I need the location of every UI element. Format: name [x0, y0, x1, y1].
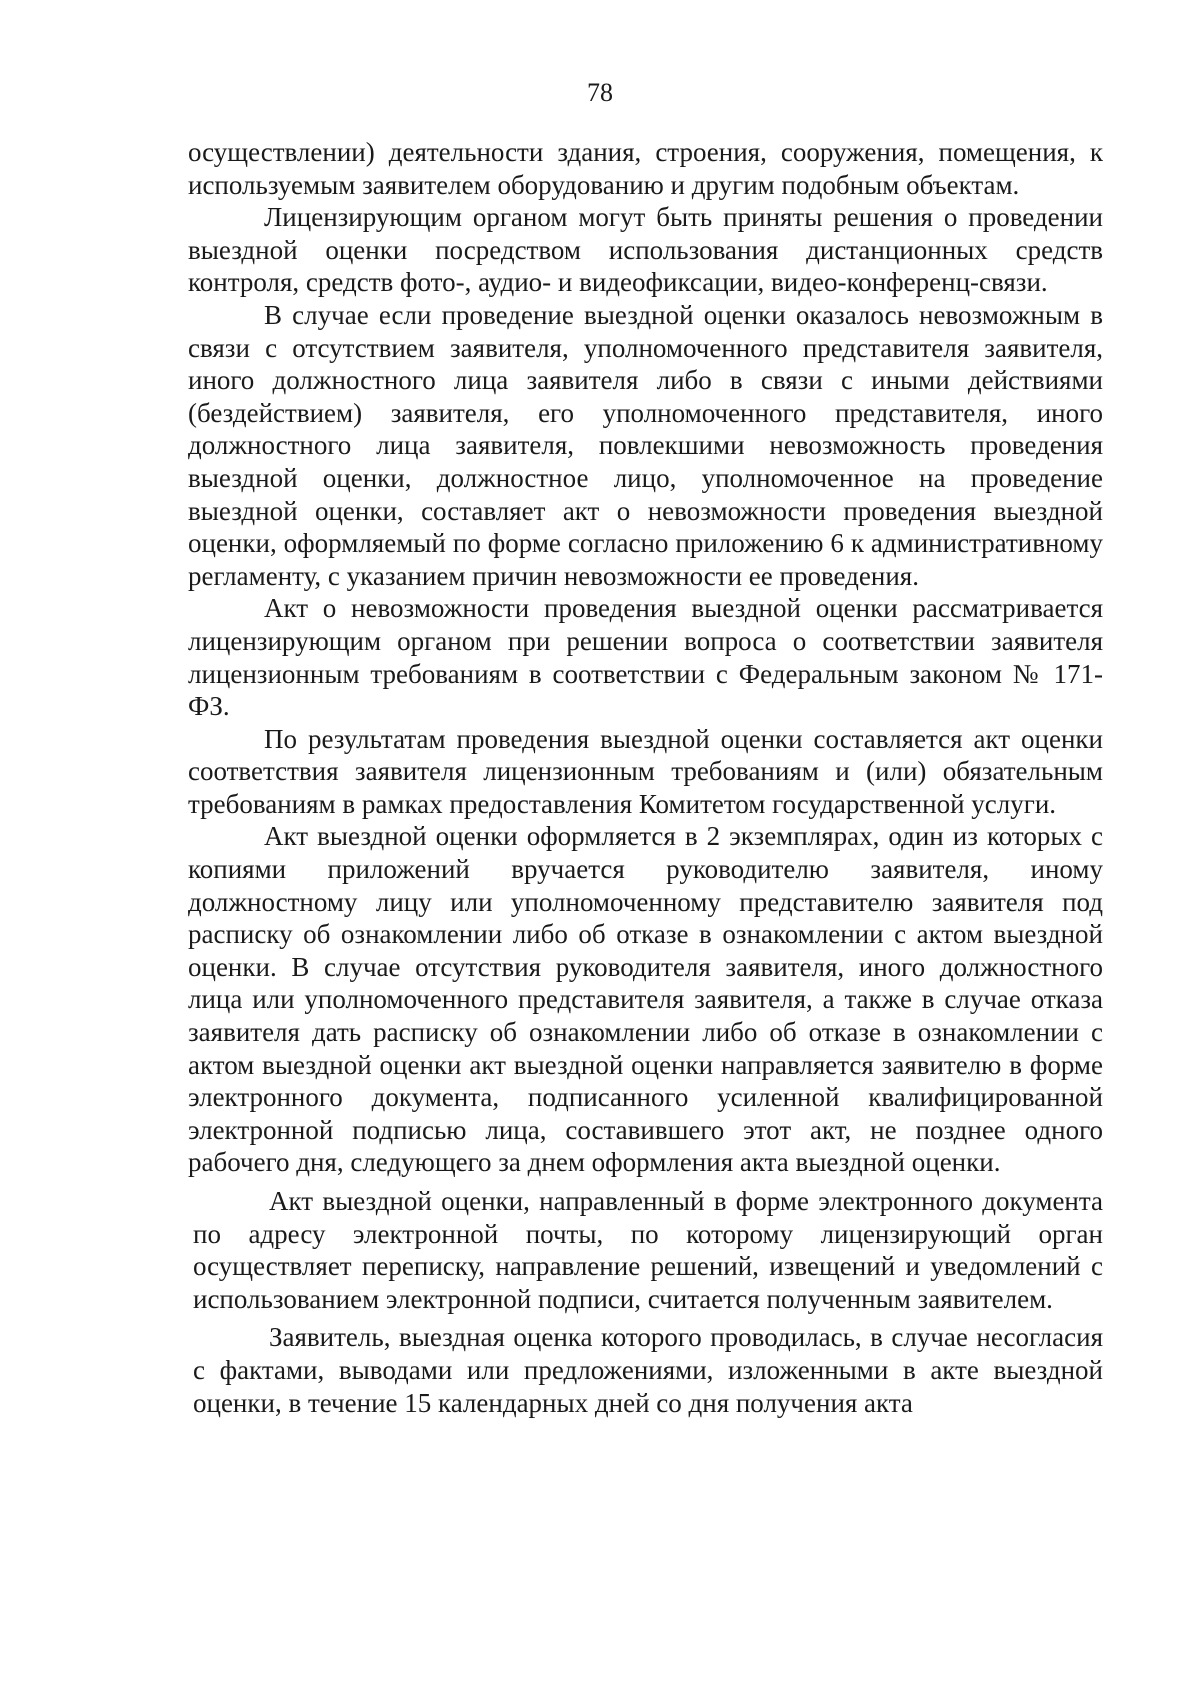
paragraph-act-copies: Акт выездной оценки оформляется в 2 экземплярах, один из которых с копиями приложений вручается руководителю заявителя, иному должностному лицу или уполномоченному представителю заявителя под расписку об ознакомлении либо об отказе в ознакомлении с актом выездной оценки. В случае отсутствия руководителя заявителя, иного должностного лица или уполномоченного представителя заявителя, а также в случае отказа заявителя дать расписку об ознакомлении либо об отказе в ознакомлении с актом выездной оценки акт выездной оценки направляется заявителю в форме электронного документа, подписанного усиленной квалифицированной электронной подписью лица, составившего этот акт, не позднее одного рабочего дня, следующего за днем оформления акта выездной оценки.: [188, 821, 1103, 1178]
paragraph-continuation: осуществлении) деятельности здания, строения, сооружения, помещения, к используемым заявителем оборудованию и другим подобным объектам.: [188, 137, 1103, 200]
page-number: 78: [587, 78, 613, 107]
paragraph-assessment-result: По результатам проведения выездной оценки составляется акт оценки соответствия заявителя лицензионным требованиям и (или) обязательным требованиям в рамках предоставления Комитетом государственной услуги.: [188, 723, 1103, 819]
paragraph-disagreement: Заявитель, выездная оценка которого проводилась, в случае несогласия с фактами, выводами или предложениями, изложенными в акте выездной оценки, в течение 15 календарных дней со дня получения акта: [193, 1322, 1103, 1418]
paragraph-impossibility-act: В случае если проведение выездной оценки оказалось невозможным в связи с отсутствием заявителя, уполномоченного представителя заявителя, иного должностного лица заявителя либо в связи с иными действиями (бездействием) заявителя, его уполномоченного представителя, иного должностного лица заявителя, повлекшими невозможность проведения выездной оценки, должностное лицо, уполномоченное на проведение выездной оценки, составляет акт о невозможности проведения выездной оценки, оформляемый по форме согласно приложению 6 к административному регламенту, с указанием причин невозможности ее проведения.: [188, 299, 1103, 591]
paragraph-remote-assessment: Лицензирующим органом могут быть приняты решения о проведении выездной оценки посредством использования дистанционных средств контроля, средств фото-, аудио- и видеофиксации, видео-конференц-связи.: [188, 202, 1103, 298]
document-body: [188, 136, 1103, 1419]
paragraph-electronic-delivery: Акт выездной оценки, направленный в форме электронного документа по адресу электронной почты, по которому лицензирующий орган осуществляет переписку, направление решений, извещений и уведомлений с использованием электронной подписи, считается полученным заявителем.: [193, 1186, 1103, 1314]
paragraph-act-review: Акт о невозможности проведения выездной оценки рассматривается лицензирующим органом при решении вопроса о соответствии заявителя лицензионным требованиям в соответствии с Федеральным законом № 171-ФЗ.: [188, 593, 1103, 722]
